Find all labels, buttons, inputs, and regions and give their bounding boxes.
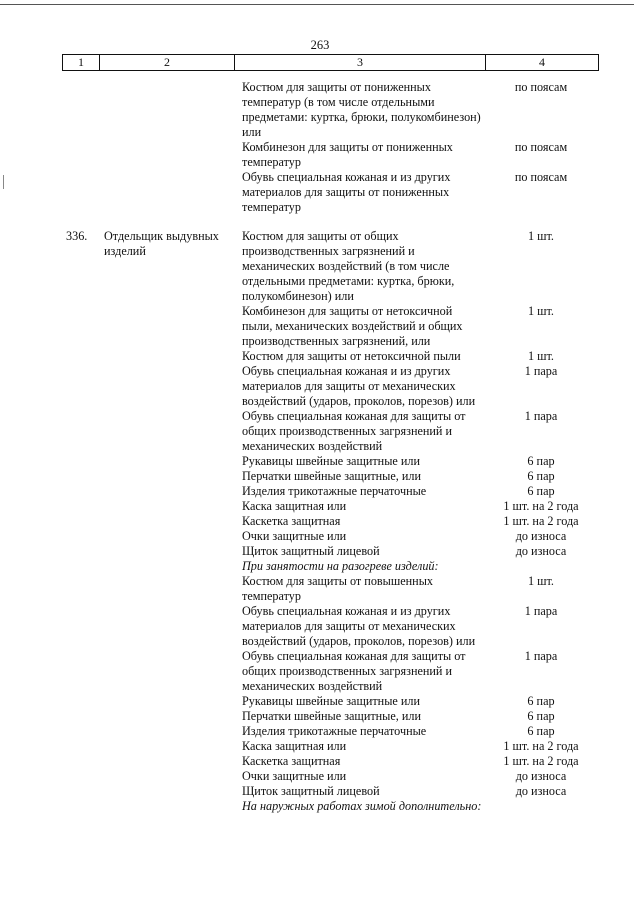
column-header-table (62, 54, 599, 71)
ppe-item-row (0, 574, 640, 604)
ppe-item-quantity: 1 шт. на 2 года (503, 739, 579, 753)
ppe-item-quantity: 1 шт. (528, 574, 554, 588)
column-header-3: 3 (235, 55, 486, 71)
ppe-item-quantity: 1 шт. на 2 года (503, 514, 579, 528)
ppe-item-description: Каскетка защитная (242, 514, 341, 528)
profession-name: Отдельщик выдувных изделий (104, 229, 219, 258)
ppe-item-row (0, 724, 640, 739)
ppe-item-quantity: 1 пара (524, 364, 558, 378)
profession-section (0, 80, 640, 215)
ppe-item-quantity: 6 пар (527, 694, 555, 708)
ppe-item-row (0, 80, 640, 140)
ppe-item-description: Изделия трикотажные перчаточные (242, 724, 427, 738)
scan-top-rule (0, 4, 634, 5)
ppe-item-row (0, 304, 640, 349)
ppe-item-quantity: 1 шт. (528, 349, 554, 363)
ppe-item-row (0, 754, 640, 769)
profession-section (0, 229, 640, 814)
ppe-item-description: Обувь специальная кожаная и из других материалов для защиты от механических воздействий (ударов, проколов, порезов) или (242, 604, 476, 648)
ppe-item-row (0, 694, 640, 709)
column-header-1: 1 (63, 55, 100, 71)
ppe-item-quantity: 1 шт. (528, 229, 554, 243)
ppe-item-description: Обувь специальная кожаная для защиты от общих производственных загрязнений и механических воздействий (242, 649, 466, 693)
ppe-item-quantity: до износа (515, 769, 567, 783)
ppe-item-quantity: 1 пара (524, 649, 558, 663)
ppe-item-quantity: 6 пар (527, 484, 555, 498)
ppe-item-description: Обувь специальная кожаная для защиты от общих производственных загрязнений и механических воздействий (242, 409, 466, 453)
page-number: 263 (310, 38, 330, 52)
ppe-item-row (0, 484, 640, 499)
ppe-item-quantity: до износа (515, 544, 567, 558)
ppe-item-description: Рукавицы швейные защитные или (242, 694, 420, 708)
ppe-item-row (0, 364, 640, 409)
ppe-item-quantity: 1 пара (524, 604, 558, 618)
ppe-item-quantity: по поясам (514, 80, 568, 94)
ppe-item-quantity: 1 пара (524, 409, 558, 423)
ppe-item-row (0, 649, 640, 694)
section-gap (0, 215, 640, 229)
ppe-item-description: Костюм для защиты от общих производственных загрязнений и механических воздействий (в том числе отдельными предметами: куртка, брюки, полукомбинезон) или (242, 229, 455, 303)
ppe-item-quantity: до износа (515, 529, 567, 543)
ppe-item-row (0, 349, 640, 364)
condition-note: При занятости на разогреве изделий: (242, 559, 439, 573)
ppe-item-row (0, 709, 640, 724)
norms-table-body (0, 80, 640, 814)
ppe-item-row (0, 529, 640, 544)
ppe-item-description: Комбинезон для защиты от пониженных температур (242, 140, 453, 169)
ppe-item-description: Перчатки швейные защитные, или (242, 709, 422, 723)
ppe-item-quantity: 6 пар (527, 469, 555, 483)
column-header-row (63, 55, 599, 71)
ppe-item-description: Обувь специальная кожаная и из других материалов для защиты от механических воздействий (ударов, проколов, порезов) или (242, 364, 476, 408)
ppe-item-description: Рукавицы швейные защитные или (242, 454, 420, 468)
ppe-item-quantity: 1 шт. (528, 304, 554, 318)
ppe-item-description: Костюм для защиты от повышенных температур (242, 574, 433, 603)
ppe-item-row (0, 544, 640, 559)
ppe-item-quantity: по поясам (514, 170, 568, 184)
ppe-item-row (0, 739, 640, 754)
ppe-item-description: Обувь специальная кожаная и из других материалов для защиты от пониженных температур (242, 170, 451, 214)
ppe-item-description: Комбинезон для защиты от нетоксичной пыли, механических воздействий и общих производственных загрязнений, или (242, 304, 463, 348)
ppe-item-description: Перчатки швейные защитные, или (242, 469, 422, 483)
ppe-item-description: Каскетка защитная (242, 754, 341, 768)
ppe-item-row (0, 499, 640, 514)
ppe-item-row (0, 140, 640, 170)
ppe-item-quantity: 6 пар (527, 724, 555, 738)
ppe-item-description: Изделия трикотажные перчаточные (242, 484, 427, 498)
ppe-item-row (0, 769, 640, 784)
ppe-item-row (0, 784, 640, 799)
ppe-item-row (0, 454, 640, 469)
ppe-item-quantity: до износа (515, 784, 567, 798)
column-header-4: 4 (486, 55, 599, 71)
ppe-item-description: Каска защитная или (242, 739, 347, 753)
profession-number: 336. (66, 229, 88, 243)
ppe-item-quantity: 6 пар (527, 454, 555, 468)
ppe-item-description: Каска защитная или (242, 499, 347, 513)
column-header-2: 2 (100, 55, 235, 71)
ppe-item-row (0, 514, 640, 529)
ppe-item-quantity: 6 пар (527, 709, 555, 723)
ppe-item-quantity: 1 шт. на 2 года (503, 499, 579, 513)
ppe-item-description: Очки защитные или (242, 769, 347, 783)
ppe-item-description: Костюм для защиты от нетоксичной пыли (242, 349, 461, 363)
condition-note: На наружных работах зимой дополнительно: (242, 799, 482, 813)
ppe-item-row (0, 469, 640, 484)
ppe-item-row (0, 409, 640, 454)
ppe-item-description: Щиток защитный лицевой (242, 544, 380, 558)
ppe-item-row (0, 170, 640, 215)
ppe-item-quantity: по поясам (514, 140, 568, 154)
ppe-item-row (0, 604, 640, 649)
ppe-item-row (0, 229, 640, 304)
ppe-item-description: Очки защитные или (242, 529, 347, 543)
ppe-item-description: Щиток защитный лицевой (242, 784, 380, 798)
ppe-item-quantity: 1 шт. на 2 года (503, 754, 579, 768)
ppe-item-description: Костюм для защиты от пониженных температур (в том числе отдельными предметами: куртка, брюки, полукомбинезон) или (242, 80, 481, 139)
